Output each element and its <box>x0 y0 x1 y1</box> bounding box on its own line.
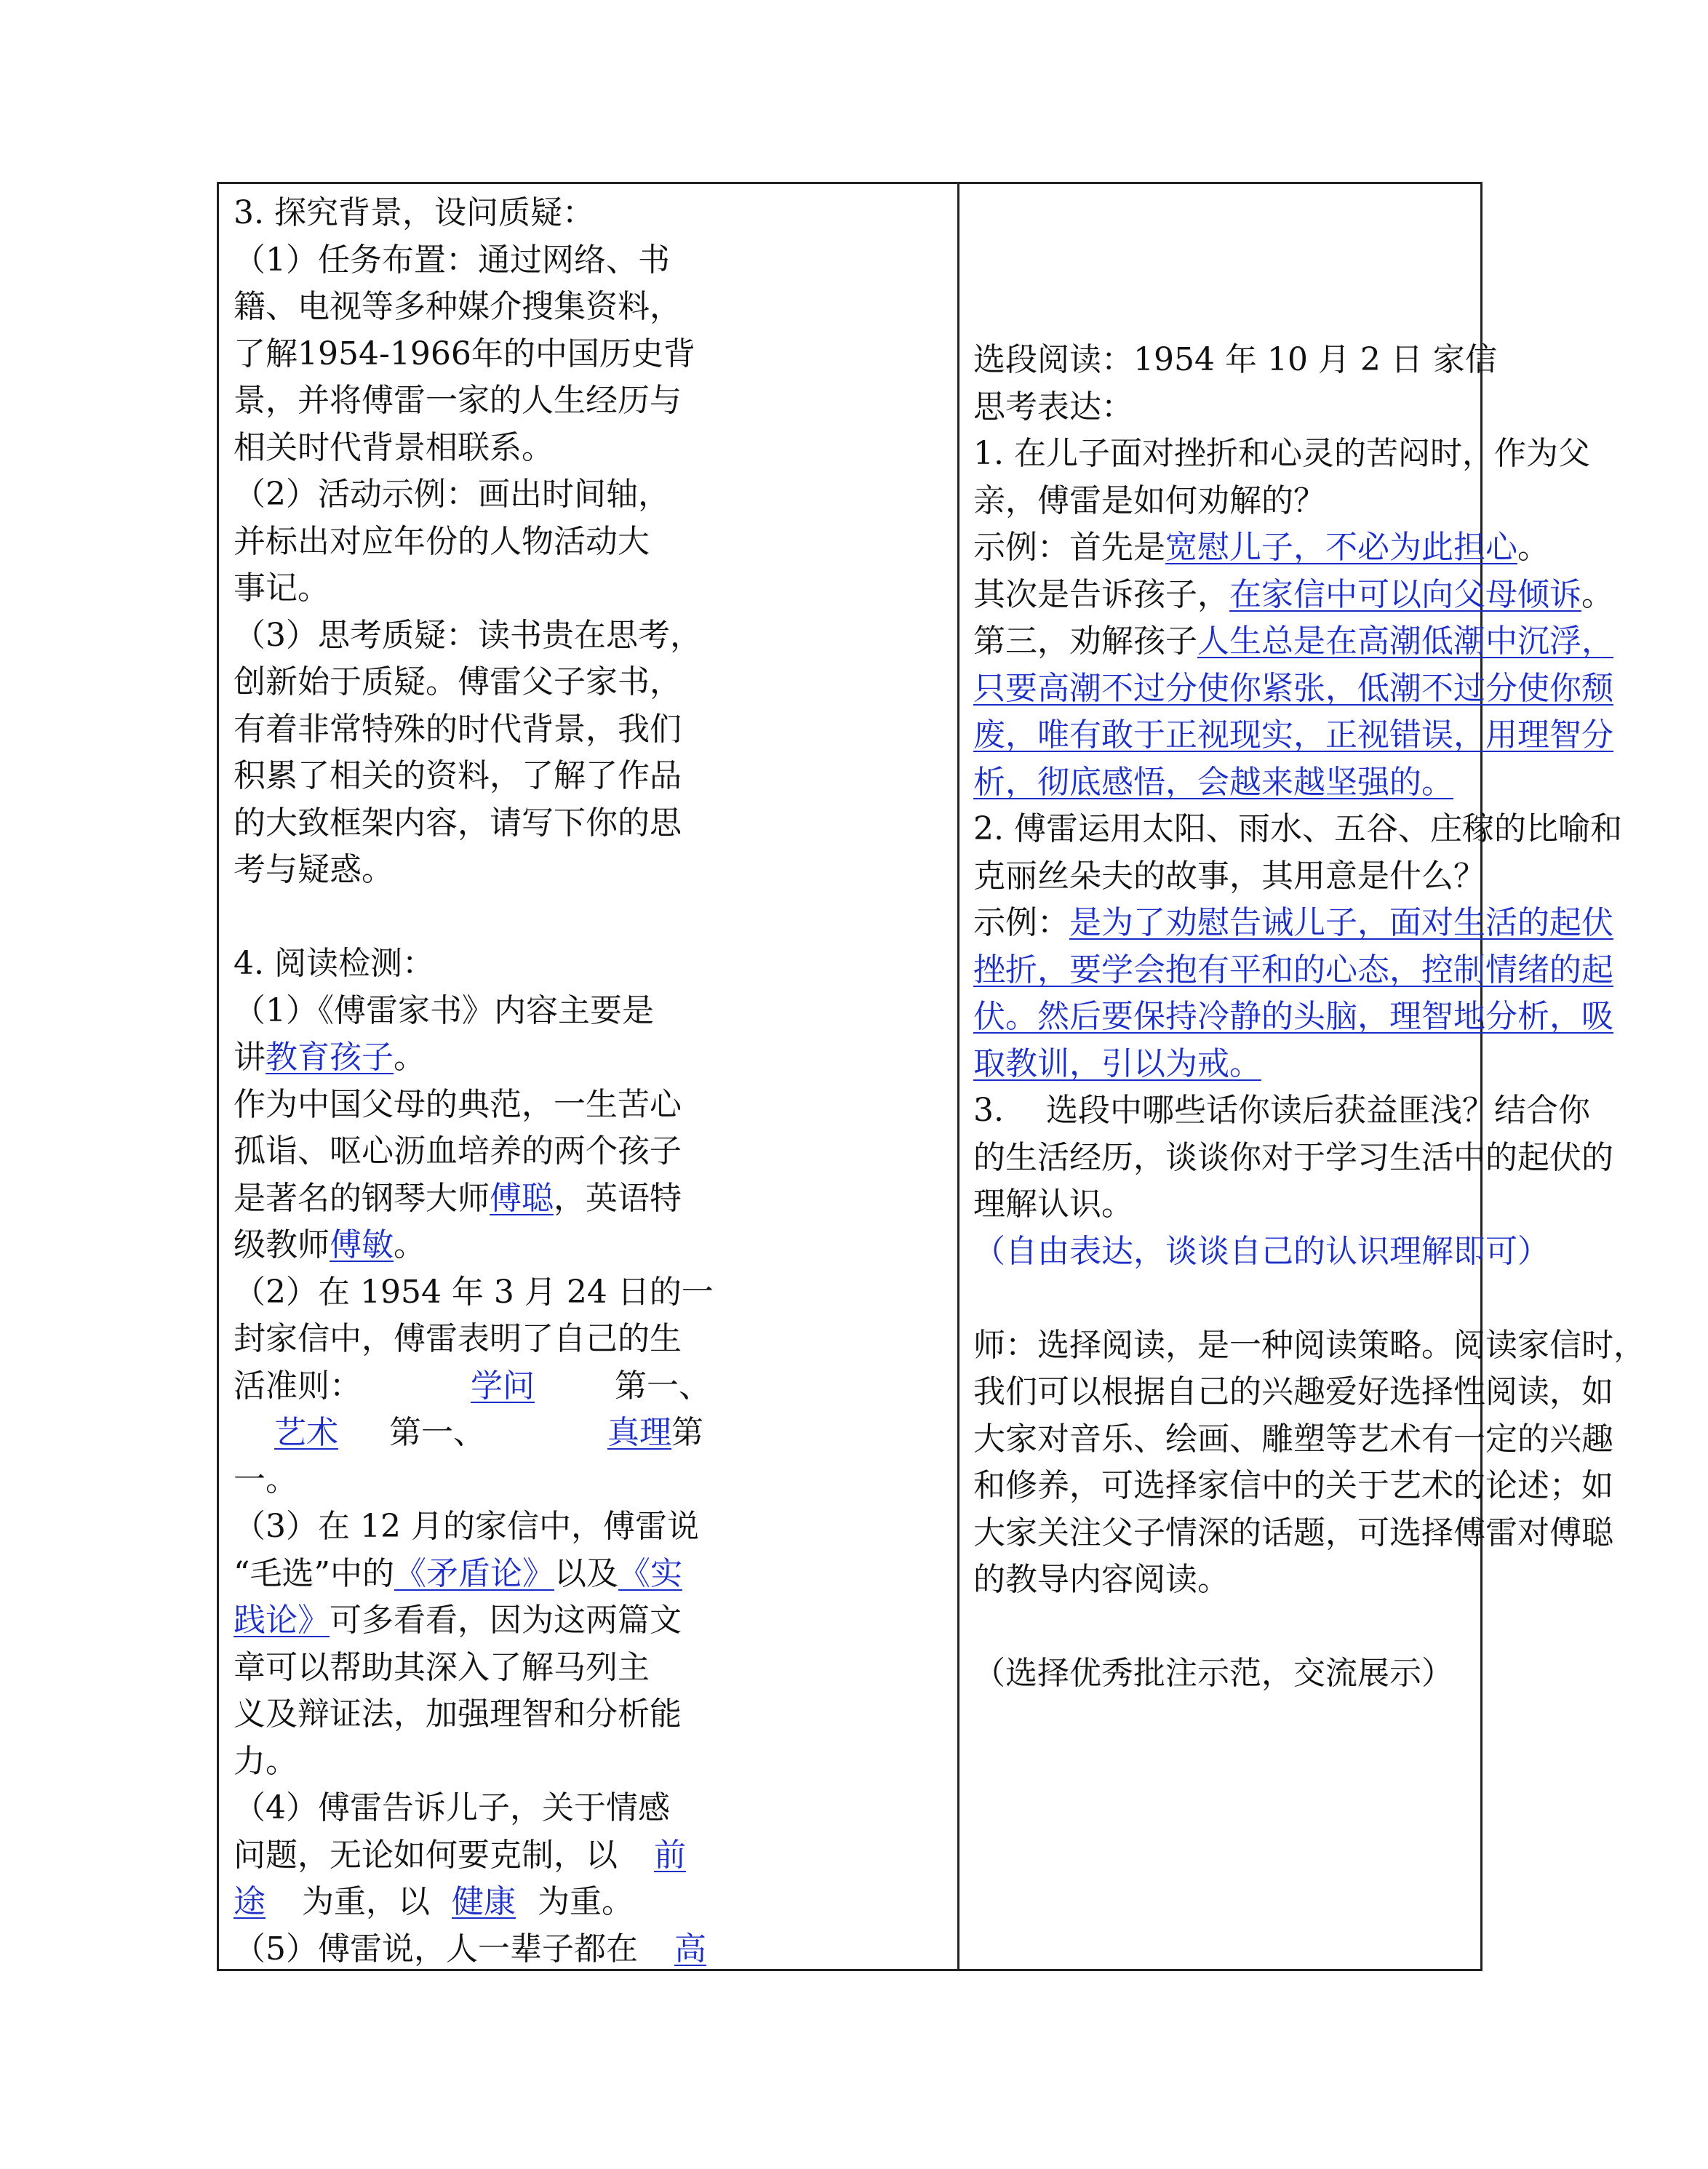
q2-line: 封家信中，傅雷表明了自己的生 <box>234 1320 682 1357</box>
answer-fill: 傅聪 <box>490 1179 554 1217</box>
answer-blank <box>234 1883 302 1920</box>
answer-fill: 废，唯有敢于正视现实，正视错误，用理智分 <box>973 716 1613 754</box>
q2-line: 一。 <box>234 1461 298 1498</box>
text: 第一、 <box>615 1367 711 1405</box>
q1-line: 孤诣、呕心沥血培养的两个孩子 <box>234 1133 682 1170</box>
answer-fill: 在家信中可以向父母倾诉 <box>1229 575 1581 613</box>
q1-line <box>234 1222 946 1269</box>
answer-fill: 挫折，要学会抱有平和的心态，控制情绪的起 <box>973 951 1613 988</box>
answer-fill: 真理 <box>607 1414 671 1451</box>
section3-heading: 3. 探究背景，设问质疑： <box>234 194 594 231</box>
blank-line <box>973 1275 1708 1322</box>
activity-line: （2）活动示例：画出时间轴， <box>234 476 670 513</box>
text: 示例：首先是 <box>973 529 1165 566</box>
question-line: 3. 选段中哪些话你读后获益匪浅？结合你 <box>973 1092 1590 1129</box>
example-line <box>973 994 1708 1041</box>
text: 第一、 <box>389 1414 485 1451</box>
answer-fill: 前 <box>654 1836 686 1874</box>
example-line <box>973 759 1708 807</box>
text: 第三，劝解孩子 <box>973 623 1197 660</box>
question-line: 理解认识。 <box>973 1186 1133 1223</box>
example-line <box>973 572 1708 619</box>
think-heading: 思考表达： <box>973 388 1133 426</box>
think-line: 创新始于质疑。傅雷父子家书， <box>234 663 682 700</box>
teacher-line: 大家对音乐、绘画、雕塑等艺术有一定的兴趣 <box>973 1420 1613 1458</box>
q4-line: （4）傅雷告诉儿子，关于情感 <box>234 1789 670 1826</box>
answer-fill: 艺术 <box>274 1414 338 1451</box>
answer-blank <box>234 1414 389 1451</box>
closing-note: （选择优秀批注示范，交流展示） <box>973 1655 1453 1692</box>
example-line <box>973 947 1708 994</box>
lesson-plan-table <box>217 182 1645 1971</box>
column-divider <box>957 184 959 1969</box>
think-line: 的大致框架内容，请写下你的思 <box>234 804 682 842</box>
q1-line <box>234 1175 946 1223</box>
answer-fill: 《实 <box>618 1554 682 1592</box>
text: 是著名的钢琴大师 <box>234 1179 490 1217</box>
q4-line <box>234 1879 946 1926</box>
activity-line: 并标出对应年份的人物活动大 <box>234 522 650 560</box>
q2-line: （2）在 1954 年 3 月 24 日的一 <box>234 1273 714 1311</box>
answer-fill: 高 <box>674 1930 706 1968</box>
activity-line: 事记。 <box>234 570 330 607</box>
question-line: 亲，傅雷是如何劝解的？ <box>973 482 1325 519</box>
reading-title: 选段阅读：1954 年 10 月 2 日 家信 <box>973 341 1497 378</box>
answer-fill: 析，彻底感悟，会越来越坚强的。 <box>973 763 1453 801</box>
answer-fill: 教育孩子 <box>266 1039 394 1076</box>
teacher-line: 我们可以根据自己的兴趣爱好选择性阅读，如 <box>973 1373 1613 1410</box>
text: 第 <box>671 1414 703 1451</box>
task-line: 相关时代背景相联系。 <box>234 428 554 466</box>
text: 。 <box>1517 529 1549 566</box>
section4-heading: 4. 阅读检测： <box>234 945 434 982</box>
answer-fill: 践论》 <box>234 1602 330 1639</box>
q3-line: 义及辩证法，加强理智和分析能 <box>234 1695 682 1733</box>
example-line <box>973 618 1708 666</box>
text: 为重。 <box>538 1883 634 1920</box>
text: ，英语特 <box>554 1179 682 1217</box>
q3-line: 章可以帮助其深入了解马列主 <box>234 1648 650 1686</box>
answer-fill: 傅敏 <box>330 1226 394 1263</box>
think-line: 有着非常特殊的时代背景，我们 <box>234 710 682 748</box>
text: 。 <box>394 1039 426 1076</box>
q1-line <box>234 1034 946 1082</box>
question-line: 2. 傅雷运用太阳、雨水、五谷、庄稼的比喻和 <box>973 810 1622 847</box>
think-line: 考与疑惑。 <box>234 851 394 888</box>
answer-fill: 伏。然后要保持冷静的头脑，理智地分析，吸 <box>973 998 1613 1035</box>
text: 可多看看，因为这两篇文 <box>330 1602 682 1639</box>
question-line: 的生活经历，谈谈你对于学习生活中的起伏的 <box>973 1138 1613 1176</box>
answer-fill: 取教训，引以为戒。 <box>973 1044 1261 1082</box>
right-column <box>973 337 1708 1698</box>
example-line <box>973 900 1708 947</box>
teacher-line: 大家关注父子情深的话题，可选择傅雷对傅聪 <box>973 1514 1613 1551</box>
example-line <box>973 666 1708 713</box>
answer-blank <box>618 1837 686 1874</box>
answer-fill: 是为了劝慰告诫儿子，面对生活的起伏 <box>1069 904 1613 941</box>
answer-fill: 只要高潮不过分使你紧张，低潮不过分使你颓 <box>973 669 1613 707</box>
q5-line <box>234 1926 946 1973</box>
q1-line: 作为中国父母的典范，一生苦心 <box>234 1085 682 1123</box>
answer-fill: 《矛盾论》 <box>394 1554 554 1592</box>
answer-blank <box>498 1414 671 1451</box>
text: 以及 <box>554 1554 618 1592</box>
text: （5）傅雷说，人一辈子都在 <box>234 1930 638 1968</box>
q1-line: （1）《傅雷家书》内容主要是 <box>234 991 654 1029</box>
example-line <box>973 524 1708 572</box>
q4-line <box>234 1832 946 1880</box>
text: 。 <box>394 1226 426 1263</box>
example-line <box>973 712 1708 759</box>
teacher-line: 师：选择阅读，是一种阅读策略。阅读家信时， <box>973 1326 1645 1364</box>
blank-line <box>973 1604 1708 1651</box>
answer-note: （自由表达，谈谈自己的认识理解即可） <box>973 1232 1549 1270</box>
teacher-line: 的教导内容阅读。 <box>973 1561 1229 1598</box>
text: 。 <box>1581 575 1613 613</box>
q3-line: 力。 <box>234 1742 298 1780</box>
answer-fill: 学问 <box>471 1367 535 1405</box>
q2-line <box>234 1363 946 1410</box>
question-line: 1. 在儿子面对挫折和心灵的苦闷时，作为父 <box>973 435 1590 472</box>
example-line <box>973 1041 1708 1088</box>
answer-blank <box>362 1367 615 1405</box>
text: 问题，无论如何要克制，以 <box>234 1836 618 1874</box>
task-line: （1）任务布置：通过网络、书 <box>234 241 670 279</box>
text: “毛选”中的 <box>234 1554 394 1592</box>
question-line: 克丽丝朵夫的故事，其用意是什么？ <box>973 857 1485 895</box>
task-line: 了解1954-1966年的中国历史背 <box>234 335 695 372</box>
think-line: （3）思考质疑：读书贵在思考， <box>234 616 702 654</box>
q2-line <box>234 1410 946 1457</box>
answer-fill: 健康 <box>452 1883 516 1920</box>
text: 级教师 <box>234 1226 330 1263</box>
q3-line <box>234 1597 946 1645</box>
answer-fill: 途 <box>234 1883 266 1920</box>
answer-blank <box>430 1883 538 1920</box>
blank-line <box>234 894 946 941</box>
text: 讲 <box>234 1039 266 1076</box>
left-column <box>234 190 946 1973</box>
answer-fill: 宽慰儿子，不必为此担心 <box>1165 529 1517 566</box>
text: 活准则： <box>234 1367 362 1405</box>
think-line: 积累了相关的资料，了解了作品 <box>234 757 682 794</box>
text: 其次是告诉孩子， <box>973 575 1229 613</box>
answer-fill: 人生总是在高潮低潮中沉浮， <box>1197 623 1613 660</box>
teacher-line: 和修养，可选择家信中的关于艺术的论述；如 <box>973 1467 1613 1504</box>
text: 为重，以 <box>302 1883 430 1920</box>
q3-line: （3）在 12 月的家信中，傅雷说 <box>234 1508 699 1545</box>
q3-line <box>234 1551 946 1598</box>
task-line: 籍、电视等多种媒介搜集资料， <box>234 288 682 325</box>
text: 示例： <box>973 904 1069 941</box>
task-line: 景，并将傅雷一家的人生经历与 <box>234 382 682 419</box>
answer-blank <box>638 1930 706 1968</box>
